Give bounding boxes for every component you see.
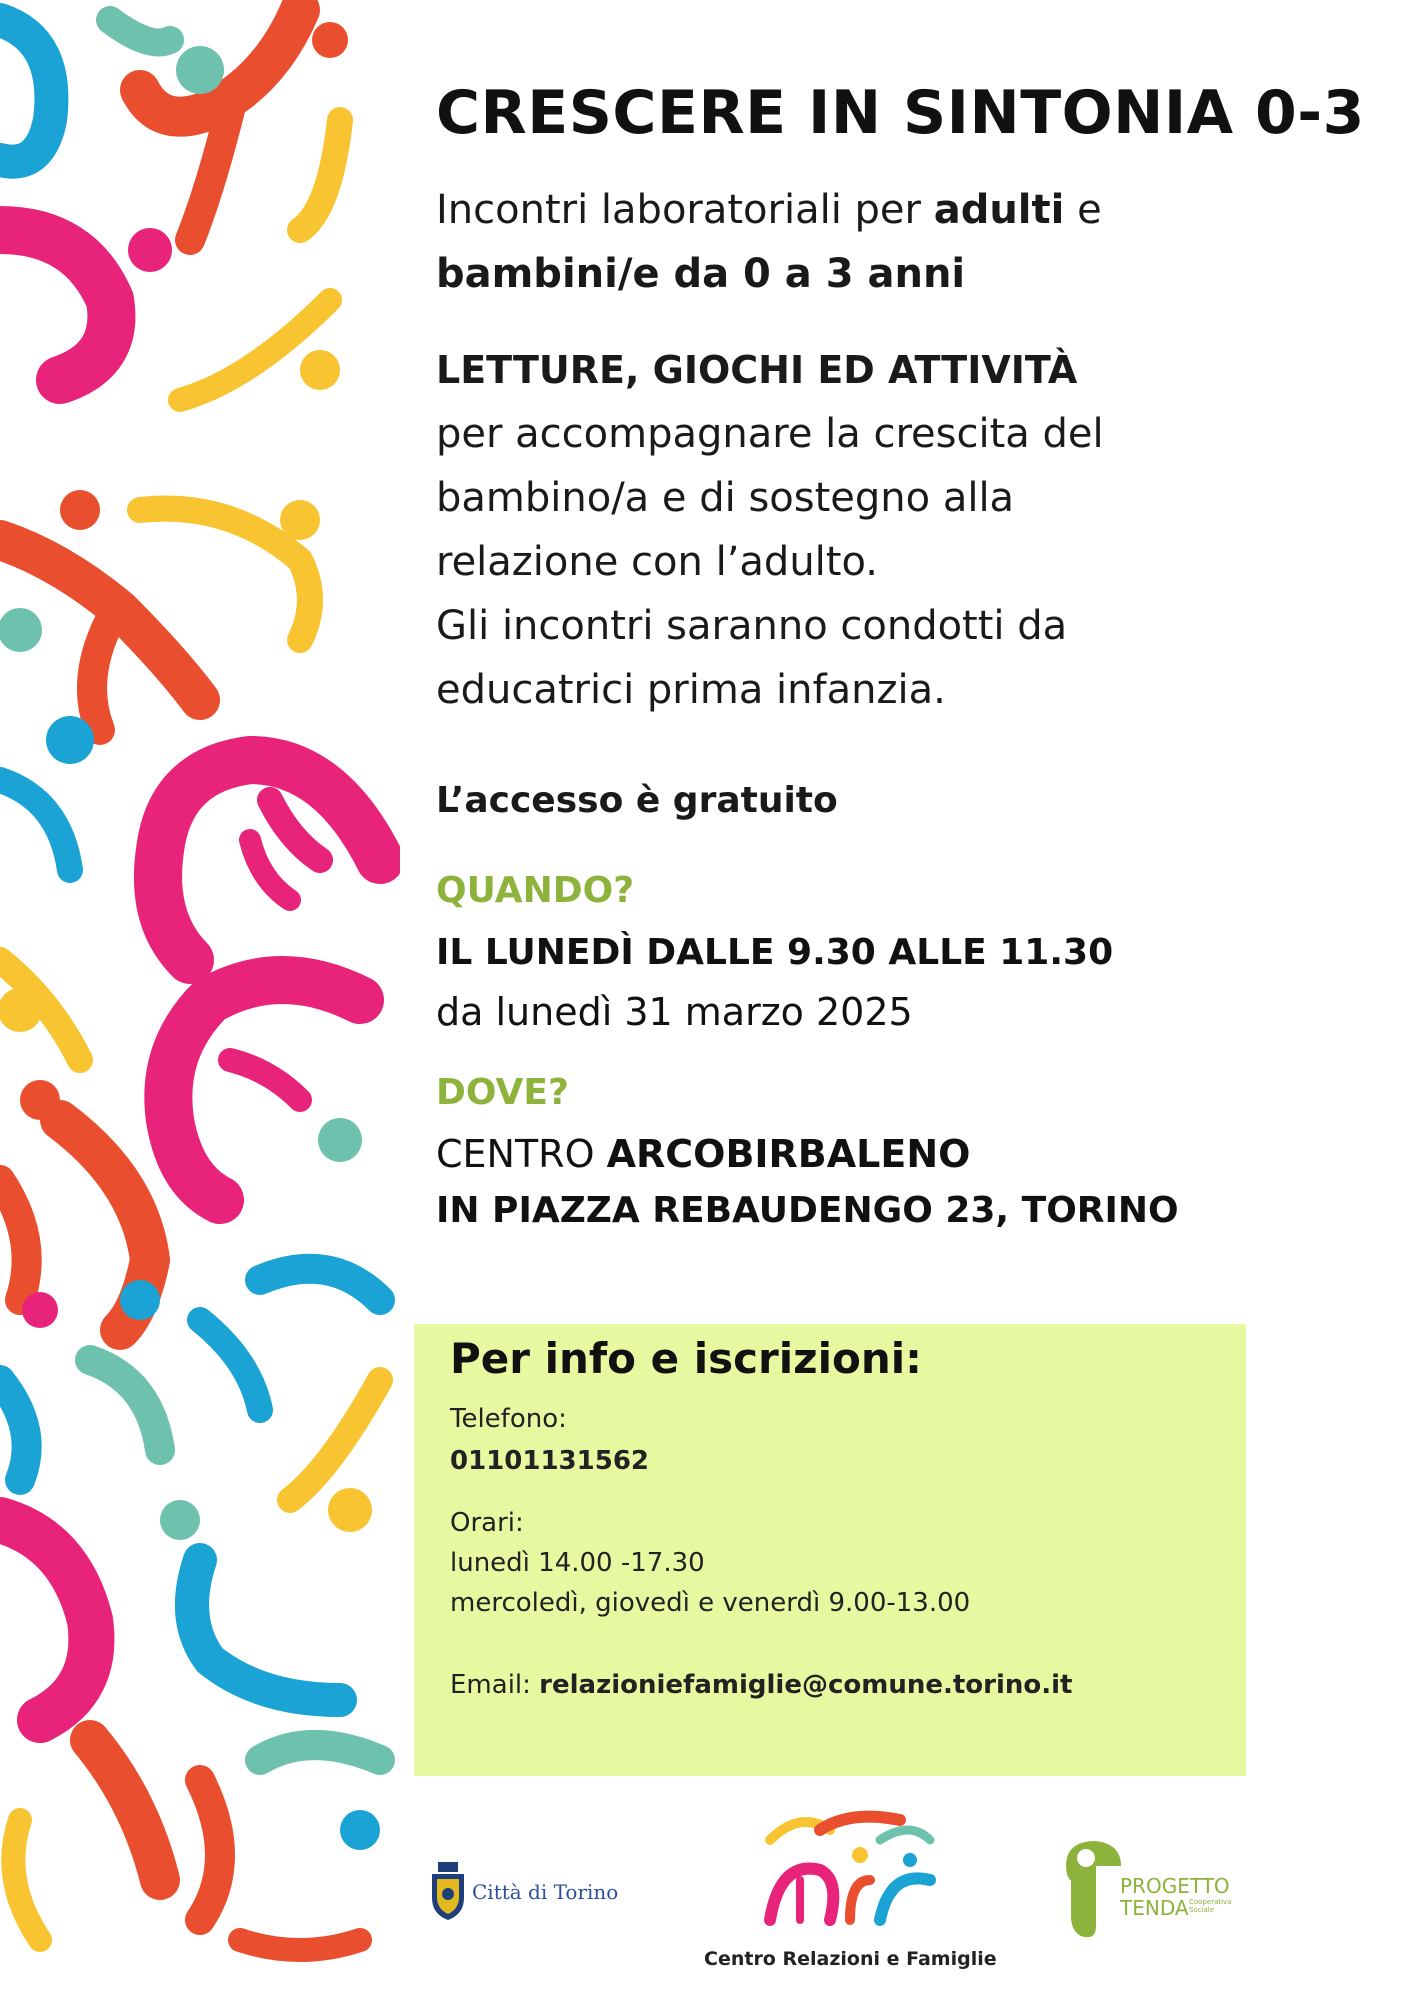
topic-line-3: relazione con l’adulto. bbox=[436, 539, 878, 585]
access-note: L’accesso è gratuito bbox=[436, 780, 838, 821]
citta-di-torino-logo bbox=[428, 1858, 648, 1928]
email-label: Email: bbox=[450, 1670, 540, 1700]
where-address: IN PIAZZA REBAUDENGO 23, TORINO bbox=[436, 1190, 1179, 1231]
topic-line-2: bambino/a e di sostegno alla bbox=[436, 475, 1015, 521]
torino-logo-text: Città di Torino bbox=[472, 1880, 619, 1904]
when-value: IL LUNEDÌ DALLE 9.30 ALLE 11.30 bbox=[436, 932, 1114, 973]
torino-crest-icon bbox=[428, 1860, 468, 1922]
intro-text bbox=[436, 178, 1336, 306]
when-detail: da lunedì 31 marzo 2025 bbox=[436, 990, 913, 1034]
decorative-figures-pattern bbox=[0, 0, 400, 2000]
crf-logo-caption: Centro Relazioni e Famiglie bbox=[704, 1948, 997, 1970]
progetto-tenda-logo bbox=[1056, 1836, 1236, 1946]
tenda-logo-text-2: TENDA bbox=[1120, 1896, 1189, 1920]
intro-part1: Incontri laboratoriali per bbox=[436, 187, 934, 233]
topic-line-4: Gli incontri saranno condotti da bbox=[436, 603, 1068, 649]
topic-line-1: per accompagnare la crescita del bbox=[436, 411, 1104, 457]
where-prefix: CENTRO bbox=[436, 1132, 607, 1176]
hours-label: Orari: bbox=[450, 1508, 524, 1538]
email-line bbox=[450, 1670, 1073, 1700]
phone-number[interactable]: 01101131562 bbox=[450, 1446, 649, 1476]
intro-part2: e bbox=[1064, 187, 1102, 233]
email-link[interactable]: relazioniefamiglie@comune.torino.it bbox=[539, 1670, 1073, 1700]
where-center bbox=[436, 1132, 970, 1176]
hours-line-2: mercoledì, giovedì e venerdì 9.00-13.00 bbox=[450, 1588, 971, 1618]
tenda-logo-text-1: PROGETTO bbox=[1120, 1874, 1230, 1898]
centro-relazioni-famiglie-logo bbox=[760, 1800, 940, 1940]
page-title: CRESCERE IN SINTONIA 0-3 bbox=[436, 78, 1365, 148]
intro-bambini: bambini/e da 0 a 3 anni bbox=[436, 251, 966, 297]
topic-text bbox=[436, 338, 1336, 722]
info-box bbox=[414, 1324, 1246, 1776]
topic-heading: LETTURE, GIOCHI ED ATTIVITÀ bbox=[436, 348, 1078, 392]
tenda-logo-text-3: Cooperativa Sociale bbox=[1189, 1898, 1232, 1914]
intro-adulti: adulti bbox=[933, 187, 1065, 233]
topic-line-5: educatrici prima infanzia. bbox=[436, 667, 946, 713]
hours-line-1: lunedì 14.00 -17.30 bbox=[450, 1548, 705, 1578]
phone-label: Telefono: bbox=[450, 1404, 567, 1434]
where-heading: DOVE? bbox=[436, 1072, 569, 1113]
tenda-mark-icon bbox=[1056, 1836, 1126, 1946]
when-heading: QUANDO? bbox=[436, 870, 635, 911]
where-center-name: ARCOBIRBALENO bbox=[606, 1132, 971, 1176]
info-title: Per info e iscrizioni: bbox=[450, 1334, 922, 1383]
